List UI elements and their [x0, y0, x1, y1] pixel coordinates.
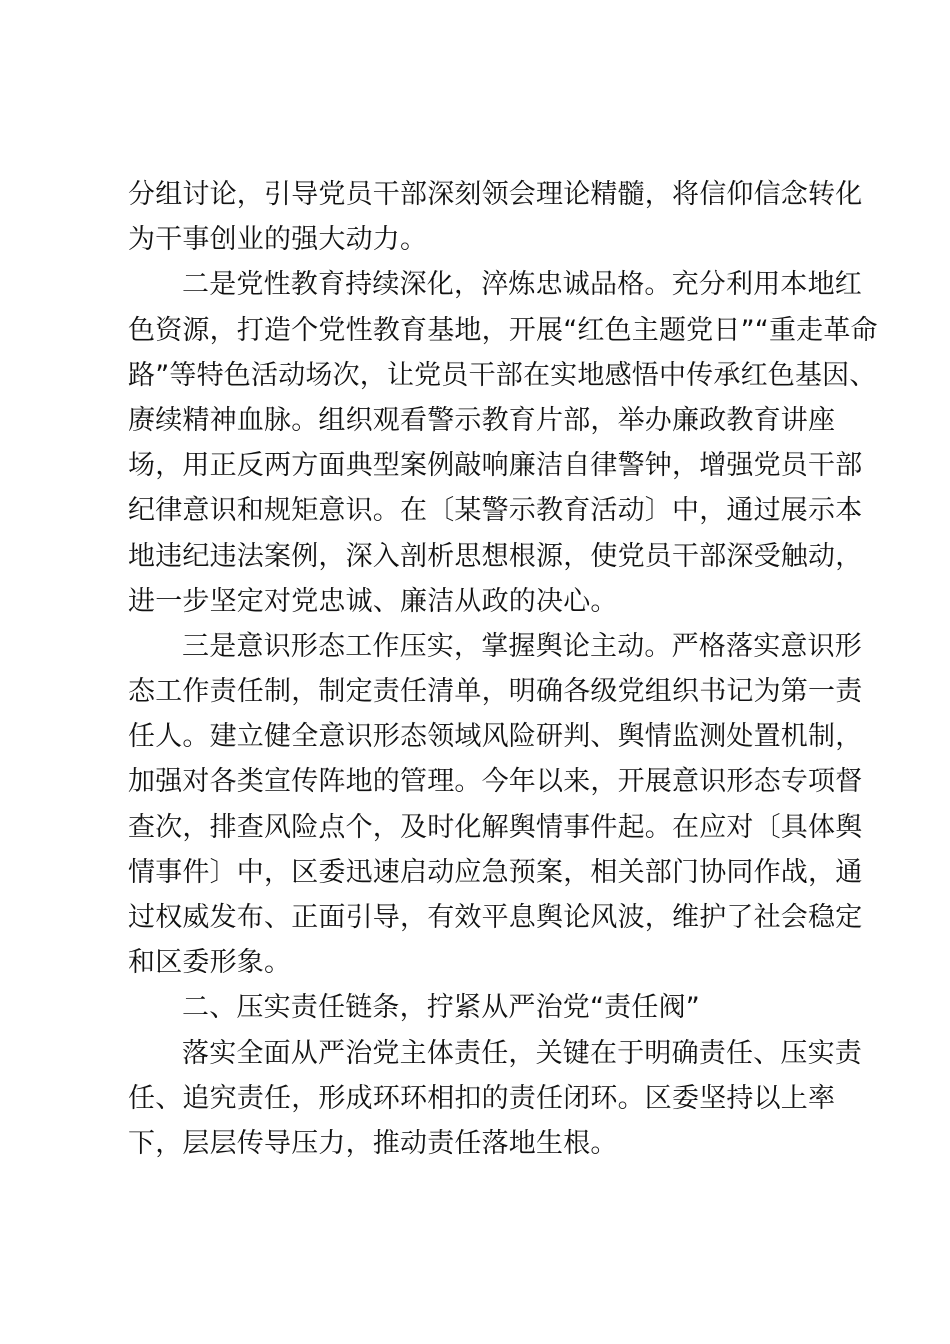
text-line-4: 色资源，打造个党性教育基地，开展“红色主题党日”“重走革命 — [128, 314, 878, 346]
text-line-16: 情事件〕中，区委迅速启动应急预案，相关部门协同作战，通 — [128, 856, 863, 888]
text-line-12: 态工作责任制，制定责任清单，明确各级党组织书记为第一责 — [128, 676, 863, 708]
text-line-17: 过权威发布、正面引导，有效平息舆论风波，维护了社会稳定 — [128, 902, 863, 933]
body-text — [128, 172, 878, 1166]
text-line-1: 分组讨论，引导党员干部深刻领会理论精髓，将信仰信念转化 — [128, 179, 863, 210]
text-line-3: 二是党性教育持续深化，淬炼忠诚品格。充分利用本地红 — [182, 269, 862, 301]
text-line-7: 场，用正反两方面典型案例敲响廉洁自律警钟，增强党员干部 — [128, 450, 863, 482]
text-line-11: 三是意识形态工作压实，掌握舆论主动。严格落实意识形 — [182, 630, 862, 662]
text-line-5: 路”等特色活动场次，让党员干部在实地感悟中传承红色基因、 — [128, 359, 877, 391]
text-line-22: 下，层层传导压力，推动责任落地生根。 — [128, 1127, 618, 1159]
text-line-9: 地违纪违法案例，深入剖析思想根源，使党员干部深受触动， — [128, 540, 863, 572]
text-line-13: 任人。建立健全意识形态领域风险研判、舆情监测处置机制， — [128, 721, 863, 753]
text-line-20: 落实全面从严治党主体责任，关键在于明确责任、压实责 — [182, 1037, 862, 1069]
text-line-6: 赓续精神血脉。组织观看警示教育片部，举办廉政教育讲座 — [128, 404, 836, 436]
text-line-18: 和区委形象。 — [128, 947, 292, 979]
text-line-10: 进一步坚定对党忠诚、廉洁从政的决心。 — [128, 585, 618, 617]
text-line-21: 任、追究责任，形成环环相扣的责任闭环。区委坚持以上率 — [128, 1082, 836, 1114]
section-heading: 二、压实责任链条，拧紧从严治党“责任阀” — [182, 992, 700, 1024]
text-line-14: 加强对各类宣传阵地的管理。今年以来，开展意识形态专项督 — [128, 766, 863, 798]
text-line-2: 为干事创业的强大动力。 — [128, 224, 428, 256]
text-line-15: 查次，排查风险点个，及时化解舆情事件起。在应对〔具体舆 — [128, 811, 863, 843]
text-line-8: 纪律意识和规矩意识。在〔某警示教育活动〕中，通过展示本 — [128, 495, 863, 527]
